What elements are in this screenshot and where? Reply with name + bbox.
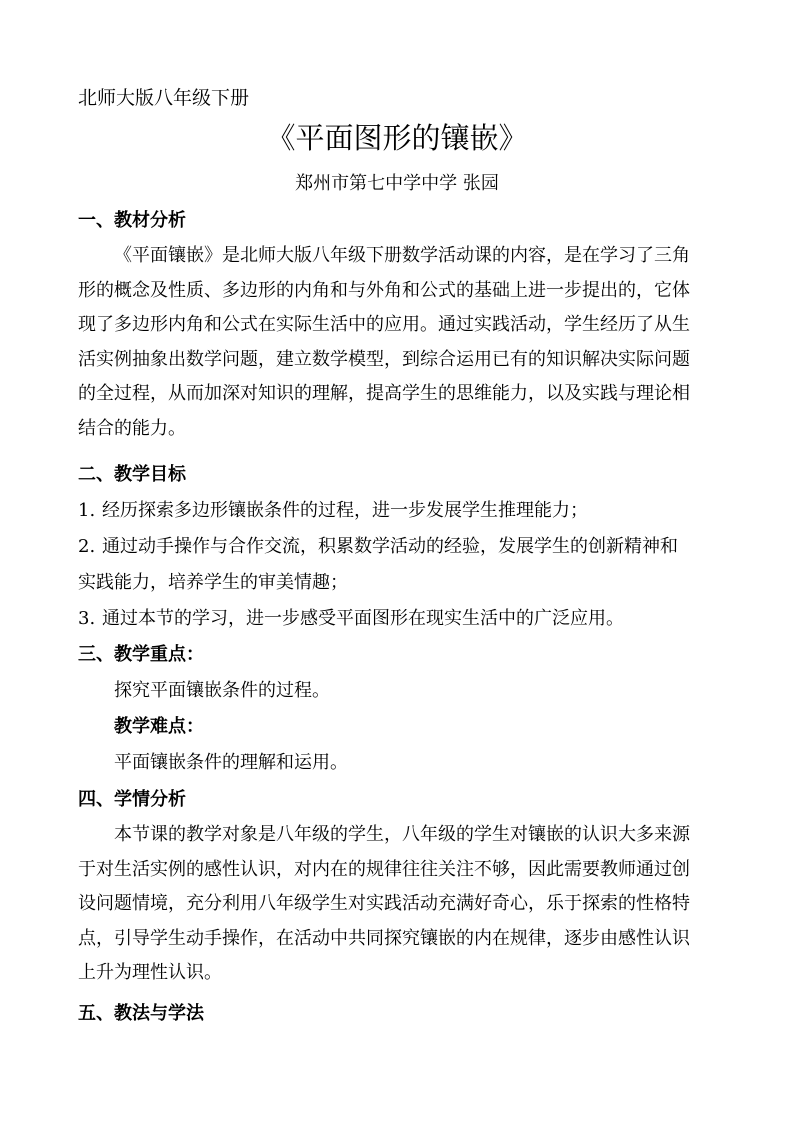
section-heading-teaching-methods: 五、教法与学法 xyxy=(78,1003,204,1024)
paragraph-line: 设问题情境，充分利用八年级学生对实践活动充满好奇心，乐于探索的性格特 xyxy=(78,893,690,915)
list-item-text: 通过本节的学习，进一步感受平面图形在现实生活中的广泛应用。 xyxy=(102,608,624,629)
paragraph-line: 《平面镶嵌》是北师大版八年级下册数学活动课的内容，是在学习了三角 xyxy=(114,245,690,266)
document-title: 《平面图形的镶嵌》 xyxy=(266,121,528,155)
paragraph-line: 于对生活实例的感性认识，对内在的规律往往关注不够，因此需要教师通过创 xyxy=(78,858,690,880)
paragraph-line: 的全过程，从而加深对知识的理解，提高学生的思维能力，以及实践与理论相 xyxy=(78,383,690,405)
difficulty-text: 平面镶嵌条件的理解和运用。 xyxy=(114,752,348,773)
paragraph-line: 上升为理性认识。 xyxy=(78,962,222,984)
paragraph-line: 活实例抽象出数学问题，建立数学模型，到综合运用已有的知识解决实际问题 xyxy=(78,348,690,370)
section-heading-key-points: 三、教学重点： xyxy=(78,644,204,665)
section-paragraph-learner-analysis xyxy=(78,818,726,991)
textbook-label: 北师大版八年级下册 xyxy=(78,87,250,109)
paragraph-line: 本节课的教学对象是八年级的学生，八年级的学生对镶嵌的认识大多来源 xyxy=(114,824,690,845)
paragraph-line: 结合的能力。 xyxy=(78,417,186,439)
section-paragraph-textbook-analysis xyxy=(78,239,726,447)
section-heading-textbook-analysis: 一、教材分析 xyxy=(78,210,186,231)
list-item xyxy=(78,499,588,523)
section-heading-learner-analysis: 四、学情分析 xyxy=(78,789,186,810)
list-item xyxy=(78,535,678,559)
difficulty-heading: 教学难点： xyxy=(114,716,204,737)
list-item-number: 2. xyxy=(78,536,96,557)
paragraph-line: 点，引导学生动手操作，在活动中共同探究镶嵌的内在规律，逐步由感性认识 xyxy=(78,927,690,949)
paragraph-line: 形的概念及性质、多边形的内角和与外角和公式的基础上进一步提出的，它体 xyxy=(78,279,690,301)
key-point-text: 探究平面镶嵌条件的过程。 xyxy=(114,680,330,701)
section-heading-teaching-goals: 二、教学目标 xyxy=(78,464,186,485)
list-item-number: 3. xyxy=(78,608,96,629)
paragraph-line: 现了多边形内角和公式在实际生活中的应用。通过实践活动，学生经历了从生 xyxy=(78,314,690,336)
list-item xyxy=(78,607,624,631)
list-item-continuation: 实践能力，培养学生的审美情趣； xyxy=(78,572,348,593)
document-author: 郑州市第七中学中学 张园 xyxy=(295,173,499,194)
list-item-text: 经历探索多边形镶嵌条件的过程，进一步发展学生推理能力； xyxy=(102,500,588,521)
list-item-number: 1. xyxy=(78,500,96,521)
list-item-text: 通过动手操作与合作交流，积累数学活动的经验，发展学生的创新精神和 xyxy=(102,536,678,557)
